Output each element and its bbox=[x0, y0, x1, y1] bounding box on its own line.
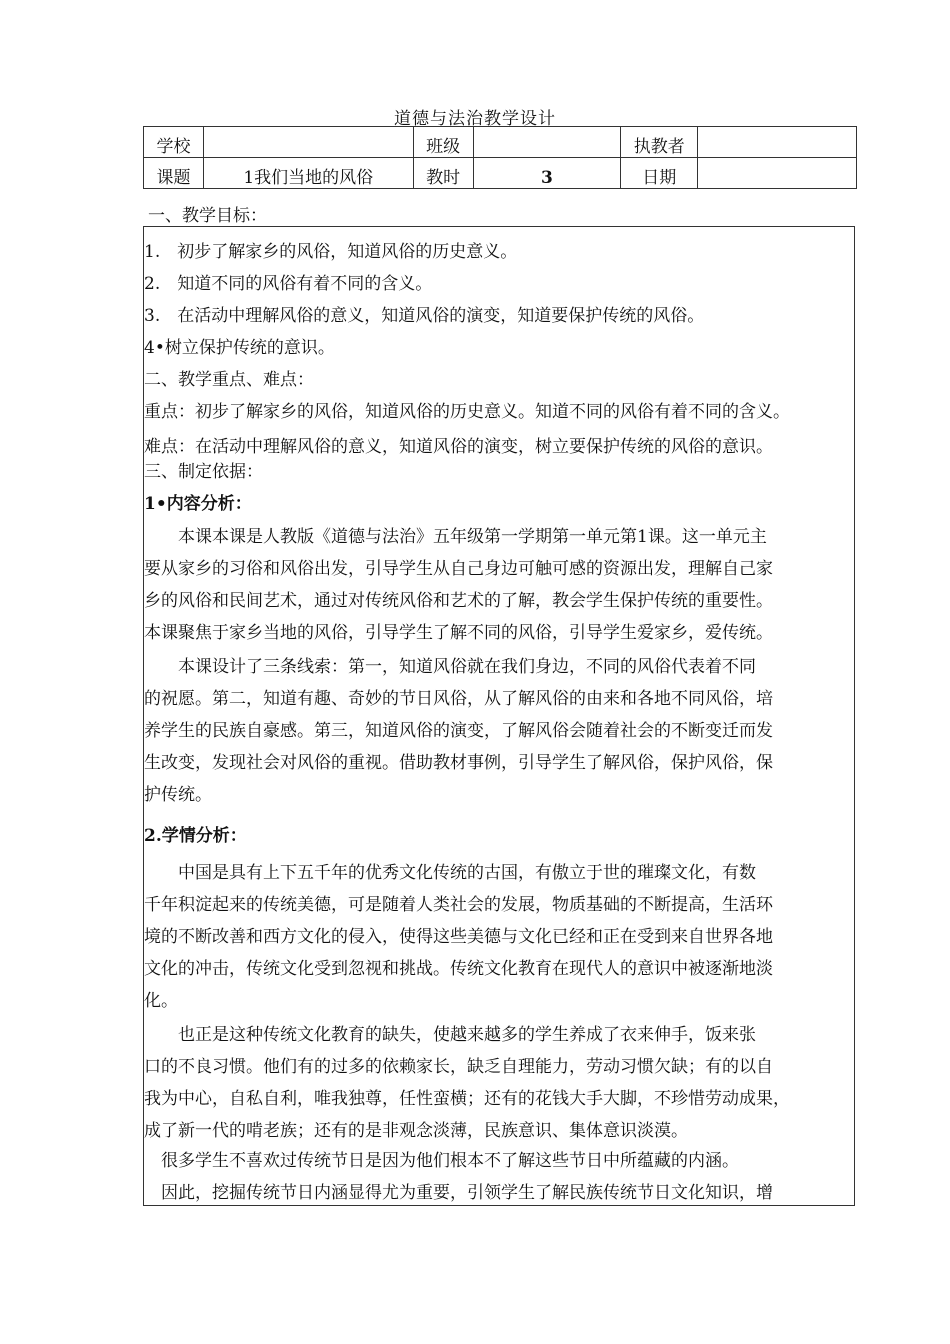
text-line: 也正是这种传统文化教育的缺失，使越来越多的学生养成了衣来伸手，饭来张 bbox=[144, 1025, 756, 1045]
student-paragraph-3 bbox=[144, 1145, 856, 1209]
content-paragraph-2 bbox=[144, 651, 856, 811]
text-line: 的祝愿。第二，知道有趣、奇妙的节日风俗，从了解风俗的由来和各地不同风俗，培 bbox=[144, 689, 773, 709]
lesson-info-table bbox=[143, 126, 857, 189]
content-paragraph-1 bbox=[144, 521, 856, 649]
text-line: 文化的冲击，传统文化受到忽视和挑战。传统文化教育在现代人的意识中被逐渐地淡 bbox=[144, 959, 773, 979]
goal-item: 2. 知道不同的风俗有着不同的含义。 bbox=[144, 274, 433, 294]
section-heading-key-points: 二、教学重点、难点： bbox=[144, 370, 314, 390]
section-heading-basis: 三、制定依据： bbox=[144, 462, 263, 482]
student-analysis-heading: 2.学情分析： bbox=[144, 826, 247, 846]
text-line: 成了新一代的啃老族；还有的是非观念淡薄，民族意识、集体意识淡漠。 bbox=[144, 1121, 688, 1141]
text-line: 要从家乡的习俗和风俗出发，引导学生从自己身边可触可感的资源出发，理解自己家 bbox=[144, 559, 773, 579]
text-line: 乡的风俗和民间艺术，通过对传统风俗和艺术的了解，教会学生保护传统的重要性。 bbox=[144, 591, 773, 611]
goal-item: 3. 在活动中理解风俗的意义，知道风俗的演变，知道要保护传统的风俗。 bbox=[144, 306, 705, 326]
content-analysis-heading: 1•内容分析： bbox=[144, 494, 252, 514]
text-line: 护传统。 bbox=[144, 785, 212, 805]
school-value bbox=[203, 127, 413, 158]
content-box bbox=[143, 226, 855, 1206]
hours-label: 教时 bbox=[413, 158, 473, 189]
class-value bbox=[473, 127, 621, 158]
text-line: 境的不断改善和西方文化的侵入，使得这些美德与文化已经和正在受到来自世界各地 bbox=[144, 927, 773, 947]
topic-label: 课题 bbox=[144, 158, 204, 189]
date-label: 日期 bbox=[621, 158, 698, 189]
text-line: 千年积淀起来的传统美德，可是随着人类社会的发展，物质基础的不断提高，生活环 bbox=[144, 895, 773, 915]
text-line: 养学生的民族自豪感。第三，知道风俗的演变，了解风俗会随着社会的不断变迁而发 bbox=[144, 721, 773, 741]
student-paragraph-2 bbox=[144, 1019, 856, 1147]
section-heading-goals: 一、教学目标： bbox=[148, 206, 267, 226]
date-value bbox=[698, 158, 857, 189]
document-title: 道德与法治教学设计 bbox=[394, 109, 556, 129]
text-line: 口的不良习惯。他们有的过多的依赖家长，缺乏自理能力，劳动习惯欠缺；有的以自 bbox=[144, 1057, 773, 1077]
teacher-label: 执教者 bbox=[621, 127, 698, 158]
teacher-value bbox=[698, 127, 857, 158]
student-paragraph-1 bbox=[144, 857, 856, 1017]
text-line: 中国是具有上下五千年的优秀文化传统的古国，有傲立于世的璀璨文化，有数 bbox=[144, 863, 756, 883]
goal-item: 1. 初步了解家乡的风俗，知道风俗的历史意义。 bbox=[144, 242, 518, 262]
table-row bbox=[144, 158, 857, 189]
text-line: 本课本课是人教版《道德与法治》五年级第一学期第一单元第1课。这一单元主 bbox=[144, 527, 767, 547]
hours-value: 3 bbox=[473, 158, 621, 189]
topic-value: 1我们当地的风俗 bbox=[203, 158, 413, 189]
key-point: 重点：初步了解家乡的风俗，知道风俗的历史意义。知道不同的风俗有着不同的含义。 bbox=[144, 402, 790, 422]
table-row bbox=[144, 127, 857, 158]
class-label: 班级 bbox=[413, 127, 473, 158]
text-line: 很多学生不喜欢过传统节日是因为他们根本不了解这些节日中所蕴藏的内涵。 bbox=[144, 1151, 739, 1171]
text-line: 本课设计了三条线索：第一，知道风俗就在我们身边，不同的风俗代表着不同 bbox=[144, 657, 756, 677]
text-line: 化。 bbox=[144, 991, 178, 1011]
difficult-point: 难点：在活动中理解风俗的意义，知道风俗的演变，树立要保护传统的风俗的意识。 bbox=[144, 437, 773, 457]
text-line: 我为中心，自私自利，唯我独尊，任性蛮横；还有的花钱大手大脚，不珍惜劳动成果， bbox=[144, 1089, 790, 1109]
school-label: 学校 bbox=[144, 127, 204, 158]
text-line: 生改变，发现社会对风俗的重视。借助教材事例，引导学生了解风俗，保护风俗，保 bbox=[144, 753, 773, 773]
text-line: 本课聚焦于家乡当地的风俗，引导学生了解不同的风俗，引导学生爱家乡，爱传统。 bbox=[144, 623, 773, 643]
text-line: 因此，挖掘传统节日内涵显得尤为重要，引领学生了解民族传统节日文化知识，增 bbox=[144, 1183, 773, 1203]
goal-item: 4•树立保护传统的意识。 bbox=[144, 338, 335, 358]
